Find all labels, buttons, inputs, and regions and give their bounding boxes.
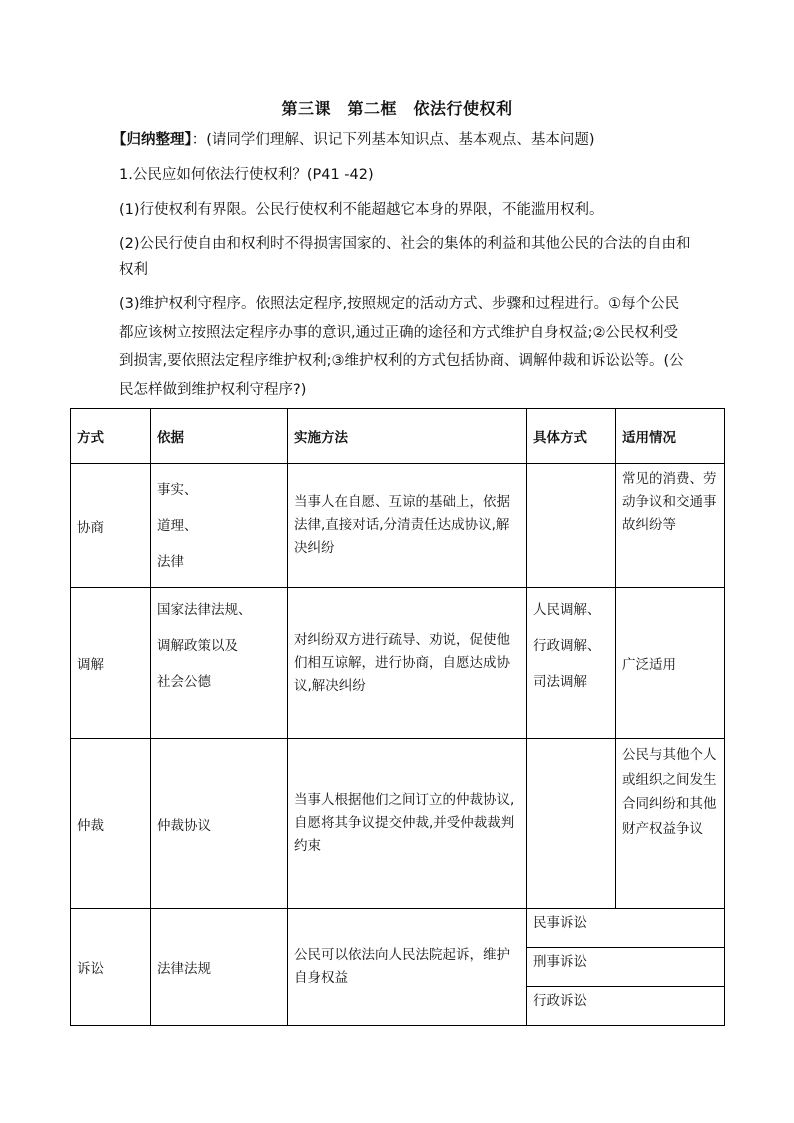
cell-implementation: 当事人在自愿、互谅的基础上，依据法律,直接对话,分清责任达成协议,解决纠纷 — [288, 464, 527, 588]
question-heading: 1.公民应如何依法行使权利？(P41 -42) — [119, 167, 374, 183]
table-row-negotiation — [71, 464, 725, 588]
cell-implementation: 公民可以依法向人民法院起诉，维护自身权益 — [288, 909, 527, 1026]
summary-line — [112, 127, 712, 153]
specific-item: 人民调解、 — [533, 602, 601, 618]
cell-method: 诉讼 — [71, 909, 151, 1026]
cell-specific — [527, 739, 616, 909]
basis-item: 事实、 — [157, 481, 198, 498]
header-basis: 依据 — [151, 409, 288, 464]
specific-item: 司法调解 — [533, 674, 587, 690]
table-row-arbitration — [71, 739, 725, 909]
page-title: 第三课 第二框 依法行使权利 — [281, 99, 513, 118]
table-row-litigation — [71, 909, 725, 948]
specific-item: 行政调解、 — [533, 638, 601, 654]
rights-protection-table — [70, 408, 725, 1026]
basis-item: 调解政策以及 — [157, 638, 238, 654]
table-row-mediation — [71, 588, 725, 739]
cell-implementation: 当事人根据他们之间订立的仲裁协议,自愿将其争议提交仲裁,并受仲裁裁判约束 — [288, 739, 527, 909]
specific-item: 行政诉讼 — [527, 987, 725, 1026]
summary-label: 【归纳整理】 — [112, 132, 192, 148]
specific-item: 民事诉讼 — [527, 909, 725, 948]
basis-item: 社会公德 — [157, 674, 211, 690]
header-method: 方式 — [71, 409, 151, 464]
point-2: (2)公民行使自由和权利时不得损害国家的、社会的集体的利益和其他公民的合法的自由和权利 — [119, 236, 691, 278]
cell-applicable: 公民与其他个人或组织之间发生合同纠纷和其他财产权益争议 — [616, 739, 725, 909]
cell-basis — [151, 588, 288, 739]
basis-item: 法律 — [157, 553, 184, 570]
cell-implementation: 对纠纷双方进行疏导、劝说，促使他们相互谅解，进行协商，自愿达成协议,解决纠纷 — [288, 588, 527, 739]
table-header-row — [71, 409, 725, 464]
header-implementation: 实施方法 — [288, 409, 527, 464]
cell-method: 协商 — [71, 464, 151, 588]
point-1: (1)行使权利有界限。公民行使权利不能超越它本身的界限，不能滥用权利。 — [119, 202, 604, 218]
point-3: (3)维护权利守程序。依照法定程序,按照规定的活动方式、步骤和过程进行。①每个公民都应该树立按照法定程序办事的意识,通过正确的途径和方式维护自身权益;②公民权利受到损害,要依照法定程序维护权利;③维护权利的方式包括协商、调解仲裁和诉讼讼等。(公民怎样做到维护权利守程序?) — [119, 296, 684, 398]
cell-applicable: 广泛适用 — [616, 588, 725, 739]
cell-specific — [527, 588, 616, 739]
cell-basis — [151, 464, 288, 588]
header-specific: 具体方式 — [527, 409, 616, 464]
basis-item: 道理、 — [157, 517, 198, 534]
specific-item: 刑事诉讼 — [527, 948, 725, 987]
cell-basis: 仲裁协议 — [151, 739, 288, 909]
summary-text: ：(请同学们理解、识记下列基本知识点、基本观点、基本问题) — [191, 132, 595, 148]
cell-method: 调解 — [71, 588, 151, 739]
cell-applicable: 常见的消费、劳动争议和交通事故纠纷等 — [616, 464, 725, 588]
cell-method: 仲裁 — [71, 739, 151, 909]
header-applicable: 适用情况 — [616, 409, 725, 464]
cell-specific — [527, 464, 616, 588]
cell-basis: 法律法规 — [151, 909, 288, 1026]
basis-item: 国家法律法规、 — [157, 602, 252, 618]
